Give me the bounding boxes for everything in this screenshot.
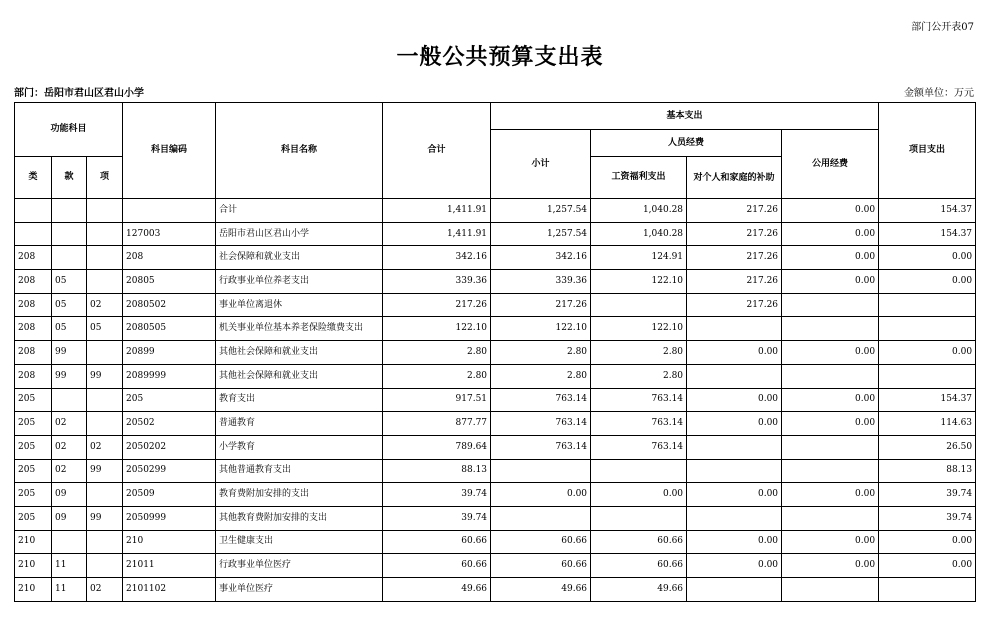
header-xiang: 项 [87,157,123,199]
department-label: 部门：岳阳市君山区君山小学 [14,88,144,99]
page-title: 一般公共预算支出表 [396,44,604,70]
cell-xiang [87,554,123,578]
cell-name: 其他社会保障和就业支出 [216,341,383,365]
cell-project: 0.00 [879,341,976,365]
cell-subtotal: 60.66 [491,554,591,578]
header-code: 科目编码 [123,103,216,199]
table-row [15,199,976,223]
cell-name: 其他社会保障和就业支出 [216,364,383,388]
cell-code: 21011 [123,554,216,578]
cell-name: 普通教育 [216,412,383,436]
cell-xiang: 99 [87,459,123,483]
cell-name: 其他教育费附加安排的支出 [216,506,383,530]
cell-wages: 763.14 [591,388,687,412]
cell-xiang [87,412,123,436]
cell-subtotal: 122.10 [491,317,591,341]
cell-project: 39.74 [879,506,976,530]
cell-lei: 210 [15,578,52,602]
cell-kuan: 99 [52,364,87,388]
cell-xiang: 05 [87,317,123,341]
cell-subtotal: 763.14 [491,412,591,436]
cell-kuan [52,199,87,223]
cell-lei: 208 [15,364,52,388]
cell-total: 917.51 [383,388,491,412]
cell-kuan: 05 [52,317,87,341]
cell-total: 2.80 [383,364,491,388]
cell-code: 208 [123,246,216,270]
table-row [15,388,976,412]
cell-code: 20899 [123,341,216,365]
cell-total: 60.66 [383,554,491,578]
cell-name: 事业单位医疗 [216,578,383,602]
cell-family: 0.00 [687,530,782,554]
cell-total: 342.16 [383,246,491,270]
cell-kuan [52,246,87,270]
header-wages: 工资福利支出 [591,157,687,199]
cell-name: 教育费附加安排的支出 [216,483,383,507]
cell-public [782,364,879,388]
cell-family: 0.00 [687,554,782,578]
cell-name: 小学教育 [216,435,383,459]
cell-wages: 1,040.28 [591,222,687,246]
cell-subtotal: 763.14 [491,435,591,459]
cell-project: 154.37 [879,199,976,223]
cell-name: 合计 [216,199,383,223]
cell-subtotal: 763.14 [491,388,591,412]
cell-total: 877.77 [383,412,491,436]
header-subtotal: 小计 [491,130,591,199]
cell-xiang [87,388,123,412]
cell-lei: 208 [15,293,52,317]
cell-public [782,506,879,530]
cell-wages: 763.14 [591,435,687,459]
header-kuan: 款 [52,157,87,199]
cell-total: 1,411.91 [383,199,491,223]
cell-project: 154.37 [879,222,976,246]
cell-subtotal: 1,257.54 [491,199,591,223]
header-personnel: 人员经费 [591,130,782,157]
cell-project [879,293,976,317]
cell-subtotal [491,459,591,483]
cell-kuan [52,222,87,246]
cell-lei: 208 [15,317,52,341]
cell-xiang [87,530,123,554]
amount-unit-label: 金额单位：万元 [904,88,974,99]
cell-public: 0.00 [782,199,879,223]
cell-name: 其他普通教育支出 [216,459,383,483]
cell-total: 88.13 [383,459,491,483]
header-basic: 基本支出 [491,103,879,130]
header-name: 科目名称 [216,103,383,199]
cell-name: 社会保障和就业支出 [216,246,383,270]
cell-xiang [87,222,123,246]
cell-lei: 205 [15,506,52,530]
cell-subtotal: 339.36 [491,270,591,294]
cell-wages [591,459,687,483]
cell-total: 2.80 [383,341,491,365]
cell-lei [15,199,52,223]
cell-project: 0.00 [879,554,976,578]
cell-code: 205 [123,388,216,412]
cell-project [879,364,976,388]
cell-kuan: 09 [52,483,87,507]
cell-kuan [52,530,87,554]
header-public: 公用经费 [782,130,879,199]
cell-total: 49.66 [383,578,491,602]
cell-total: 339.36 [383,270,491,294]
cell-public [782,317,879,341]
cell-project [879,578,976,602]
cell-kuan [52,388,87,412]
cell-xiang: 99 [87,506,123,530]
cell-family: 0.00 [687,412,782,436]
cell-lei: 205 [15,412,52,436]
table-row [15,506,976,530]
cell-kuan: 05 [52,270,87,294]
cell-kuan: 09 [52,506,87,530]
cell-name: 卫生健康支出 [216,530,383,554]
cell-kuan: 02 [52,459,87,483]
cell-family: 0.00 [687,341,782,365]
cell-subtotal: 49.66 [491,578,591,602]
cell-public [782,293,879,317]
cell-xiang: 02 [87,578,123,602]
cell-family: 217.26 [687,199,782,223]
cell-public: 0.00 [782,341,879,365]
table-row [15,222,976,246]
cell-project: 0.00 [879,270,976,294]
cell-family: 217.26 [687,246,782,270]
cell-name: 行政事业单位医疗 [216,554,383,578]
cell-xiang [87,341,123,365]
cell-public: 0.00 [782,246,879,270]
cell-public: 0.00 [782,270,879,294]
header-project: 项目支出 [879,103,976,199]
cell-xiang [87,246,123,270]
budget-table [14,102,976,602]
cell-family [687,364,782,388]
cell-total: 39.74 [383,506,491,530]
cell-total: 122.10 [383,317,491,341]
cell-xiang [87,199,123,223]
cell-project: 154.37 [879,388,976,412]
cell-code: 2089999 [123,364,216,388]
cell-xiang: 02 [87,435,123,459]
cell-code: 2101102 [123,578,216,602]
cell-family: 0.00 [687,483,782,507]
cell-code: 2050202 [123,435,216,459]
cell-wages: 124.91 [591,246,687,270]
cell-code: 20502 [123,412,216,436]
cell-subtotal: 342.16 [491,246,591,270]
table-row [15,246,976,270]
cell-kuan: 05 [52,293,87,317]
cell-total: 39.74 [383,483,491,507]
cell-name: 机关事业单位基本养老保险缴费支出 [216,317,383,341]
cell-kuan: 11 [52,554,87,578]
table-row [15,435,976,459]
table-row [15,341,976,365]
cell-subtotal: 2.80 [491,341,591,365]
cell-total: 60.66 [383,530,491,554]
cell-public: 0.00 [782,530,879,554]
cell-project: 39.74 [879,483,976,507]
cell-public [782,459,879,483]
cell-project: 88.13 [879,459,976,483]
cell-project [879,317,976,341]
cell-family [687,435,782,459]
cell-family: 0.00 [687,388,782,412]
form-number: 部门公开表07 [911,22,974,33]
cell-name: 行政事业单位养老支出 [216,270,383,294]
cell-code: 2050299 [123,459,216,483]
cell-wages: 60.66 [591,530,687,554]
cell-code: 127003 [123,222,216,246]
cell-subtotal: 2.80 [491,364,591,388]
cell-code: 2080502 [123,293,216,317]
cell-lei: 205 [15,388,52,412]
cell-wages: 122.10 [591,317,687,341]
cell-total: 789.64 [383,435,491,459]
cell-project: 0.00 [879,246,976,270]
cell-wages: 60.66 [591,554,687,578]
cell-subtotal: 217.26 [491,293,591,317]
cell-name: 教育支出 [216,388,383,412]
cell-name: 岳阳市君山区君山小学 [216,222,383,246]
cell-lei: 205 [15,435,52,459]
cell-wages: 122.10 [591,270,687,294]
cell-total: 217.26 [383,293,491,317]
cell-subtotal: 1,257.54 [491,222,591,246]
cell-lei: 210 [15,530,52,554]
cell-name: 事业单位离退休 [216,293,383,317]
cell-family: 217.26 [687,293,782,317]
cell-family [687,459,782,483]
cell-subtotal: 60.66 [491,530,591,554]
cell-family [687,317,782,341]
cell-subtotal: 0.00 [491,483,591,507]
cell-xiang [87,483,123,507]
table-row [15,317,976,341]
cell-kuan: 02 [52,435,87,459]
cell-subtotal [491,506,591,530]
cell-public [782,435,879,459]
cell-kuan: 11 [52,578,87,602]
cell-wages [591,506,687,530]
cell-code: 210 [123,530,216,554]
table-row [15,483,976,507]
header-family: 对个人和家庭的补助 [687,157,782,199]
header-lei: 类 [15,157,52,199]
cell-total: 1,411.91 [383,222,491,246]
cell-wages: 2.80 [591,341,687,365]
table-row [15,293,976,317]
cell-code: 2050999 [123,506,216,530]
table-row [15,530,976,554]
cell-xiang: 99 [87,364,123,388]
cell-code: 20509 [123,483,216,507]
cell-family [687,578,782,602]
table-row [15,459,976,483]
cell-wages: 1,040.28 [591,199,687,223]
cell-xiang: 02 [87,293,123,317]
cell-kuan: 02 [52,412,87,436]
cell-project: 114.63 [879,412,976,436]
cell-public: 0.00 [782,483,879,507]
header-func-subject: 功能科目 [15,103,123,157]
cell-project: 0.00 [879,530,976,554]
cell-family: 217.26 [687,270,782,294]
cell-wages: 763.14 [591,412,687,436]
cell-wages: 49.66 [591,578,687,602]
cell-wages [591,293,687,317]
cell-xiang [87,270,123,294]
cell-lei: 205 [15,483,52,507]
cell-code: 20805 [123,270,216,294]
cell-lei: 208 [15,341,52,365]
cell-lei: 210 [15,554,52,578]
cell-public: 0.00 [782,554,879,578]
cell-kuan: 99 [52,341,87,365]
cell-public [782,578,879,602]
cell-lei [15,222,52,246]
cell-family: 217.26 [687,222,782,246]
cell-lei: 205 [15,459,52,483]
table-row [15,270,976,294]
header-total: 合计 [383,103,491,199]
cell-family [687,506,782,530]
table-row [15,364,976,388]
table-row [15,578,976,602]
cell-public: 0.00 [782,388,879,412]
cell-public: 0.00 [782,412,879,436]
cell-public: 0.00 [782,222,879,246]
cell-wages: 2.80 [591,364,687,388]
cell-wages: 0.00 [591,483,687,507]
table-row [15,554,976,578]
cell-lei: 208 [15,246,52,270]
cell-code: 2080505 [123,317,216,341]
cell-lei: 208 [15,270,52,294]
table-row [15,412,976,436]
cell-code [123,199,216,223]
cell-project: 26.50 [879,435,976,459]
